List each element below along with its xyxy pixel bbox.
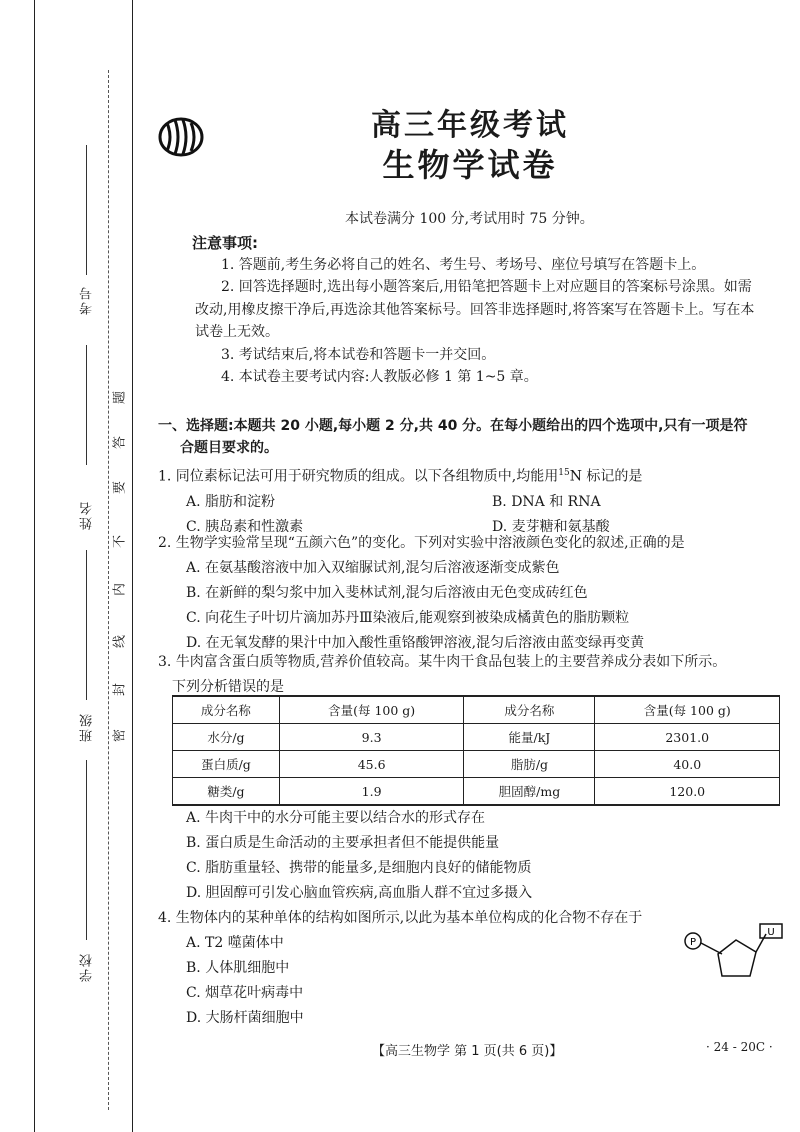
nucleotide-structure-figure bbox=[680, 922, 790, 992]
notice-item: 2. 回答选择题时,选出每小题答案后,用铅笔把答题卡上对应题目的答案标号涂黑。如需改动,用橡皮擦干净后,再选涂其他答案标号。回答非选择题时,将答案写在答题卡上。写在本试卷上无效。 bbox=[195, 279, 755, 341]
label-name: 姓名 bbox=[80, 500, 95, 530]
question-stem: 2. 生物学实验常呈现“五颜六色”的变化。下列对实验中溶液颜色变化的叙述,正确的是 bbox=[158, 535, 685, 551]
question-3-options bbox=[158, 806, 798, 906]
notice-item: 3. 考试结束后,将本试卷和答题卡一并交回。 bbox=[221, 346, 496, 363]
table-row bbox=[173, 778, 780, 806]
table-cell: 1.9 bbox=[279, 778, 464, 806]
fill-line bbox=[86, 345, 87, 465]
option-d: D. 胆固醇可引发心脑血管疾病,高血脂人群不宜过多摄入 bbox=[186, 885, 533, 901]
paper-code: · 24 - 20C · bbox=[706, 1040, 773, 1054]
notice-item: 4. 本试卷主要考试内容:人教版必修 1 第 1~5 章。 bbox=[221, 368, 538, 385]
notice-list bbox=[195, 254, 765, 388]
option-a: A. 牛肉干中的水分可能主要以结合水的形式存在 bbox=[186, 810, 486, 826]
option-c: C. 脂肪重量轻、携带的能量多,是细胞内良好的储能物质 bbox=[186, 860, 532, 876]
base-bond bbox=[756, 934, 766, 952]
option-a: A. 在氨基酸溶液中加入双缩脲试剂,混匀后溶液逐渐变成紫色 bbox=[186, 560, 560, 576]
question-stem: 3. 牛肉富含蛋白质等物质,营养价值较高。某牛肉干食品包装上的主要营养成分表如下所示。 bbox=[158, 654, 727, 670]
option-c: C. 胰岛素和性激素 bbox=[186, 518, 304, 535]
table-cell: 9.3 bbox=[279, 724, 464, 751]
table-cell: 成分名称 bbox=[464, 696, 595, 724]
fill-line bbox=[86, 760, 87, 940]
table-cell: 40.0 bbox=[595, 751, 780, 778]
question-stem: 4. 生物体内的某种单体的结构如图所示,以此为基本单位构成的化合物不存在于 bbox=[158, 910, 643, 926]
exam-title: 高三年级考试 bbox=[371, 108, 569, 143]
table-cell: 120.0 bbox=[595, 778, 780, 806]
table-header-row bbox=[173, 696, 780, 724]
seal-char: 线 bbox=[112, 635, 128, 649]
option-c: C. 向花生子叶切片滴加苏丹Ⅲ染液后,能观察到被染成橘黄色的脂肪颗粒 bbox=[186, 610, 630, 626]
notice-header: 注意事项: bbox=[192, 234, 258, 252]
seal-char: 题 bbox=[112, 391, 128, 405]
option-d: D. 在无氧发酵的果汁中加入酸性重铬酸钾溶液,混匀后溶液由蓝变绿再变黄 bbox=[186, 635, 645, 651]
table-cell: 胆固醇/mg bbox=[464, 778, 595, 806]
option-a: A. 脂肪和淀粉 bbox=[186, 493, 276, 510]
table-cell: 脂肪/g bbox=[464, 751, 595, 778]
label-school: 学校 bbox=[80, 952, 95, 982]
table-cell: 2301.0 bbox=[595, 724, 780, 751]
phosphate-label: P bbox=[689, 937, 697, 948]
seal-char: 不 bbox=[112, 535, 128, 549]
exam-info: 本试卷满分 100 分,考试用时 75 分钟。 bbox=[345, 211, 594, 227]
table-cell: 糖类/g bbox=[173, 778, 280, 806]
option-b: B. 蛋白质是生命活动的主要承担者但不能提供能量 bbox=[186, 835, 500, 851]
table-cell: 成分名称 bbox=[173, 696, 280, 724]
table-cell: 能量/kJ bbox=[464, 724, 595, 751]
option-d: D. 麦芽糖和氨基酸 bbox=[492, 518, 610, 535]
question-1 bbox=[158, 461, 798, 540]
table-row bbox=[173, 751, 780, 778]
phosphate-bond bbox=[701, 943, 722, 954]
table-cell: 蛋白质/g bbox=[173, 751, 280, 778]
question-stem-cont: 下列分析错误的是 bbox=[172, 679, 284, 695]
seal-char: 要 bbox=[112, 481, 128, 495]
base-label: U bbox=[767, 927, 775, 938]
label-exam-number: 考号 bbox=[80, 285, 95, 315]
question-2 bbox=[158, 531, 798, 656]
question-stem: 1. 同位素标记法可用于研究物质的组成。以下各组物质中,均能用$^{15}$N 标记的是 bbox=[158, 468, 643, 485]
notice-item: 1. 答题前,考生务必将自己的姓名、考生号、考场号、座位号填写在答题卡上。 bbox=[221, 257, 706, 273]
table-cell: 含量(每 100 g) bbox=[595, 696, 780, 724]
option-d: D. 大肠杆菌细胞中 bbox=[186, 1010, 304, 1026]
label-class: 班级 bbox=[80, 712, 95, 742]
seal-char: 内 bbox=[112, 583, 128, 597]
option-b: B. DNA 和 RNA bbox=[492, 493, 601, 510]
table-row bbox=[173, 724, 780, 751]
table-cell: 含量(每 100 g) bbox=[279, 696, 464, 724]
option-b: B. 人体肌细胞中 bbox=[186, 960, 290, 976]
table-cell: 45.6 bbox=[279, 751, 464, 778]
option-a: A. T2 噬菌体中 bbox=[186, 935, 284, 951]
sugar-ring bbox=[718, 940, 756, 976]
question-3 bbox=[158, 650, 798, 700]
seal-char: 答 bbox=[112, 436, 128, 450]
seal-char: 封 bbox=[112, 683, 128, 697]
option-c: C. 烟草花叶病毒中 bbox=[186, 985, 304, 1001]
subject-title: 生物学试卷 bbox=[382, 146, 558, 184]
section-header: 一、选择题:本题共 20 小题,每小题 2 分,共 40 分。在每小题给出的四个选项中,只有一项是符 合题目要求的。 bbox=[158, 418, 748, 456]
fill-line bbox=[86, 550, 87, 700]
page-footer: 【高三生物学 第 1 页(共 6 页)】 bbox=[372, 1044, 563, 1059]
option-b: B. 在新鲜的梨匀浆中加入斐林试剂,混匀后溶液由无色变成砖红色 bbox=[186, 585, 588, 601]
nutrition-table bbox=[172, 695, 780, 806]
seal-char: 密 bbox=[112, 729, 128, 743]
table-cell: 水分/g bbox=[173, 724, 280, 751]
